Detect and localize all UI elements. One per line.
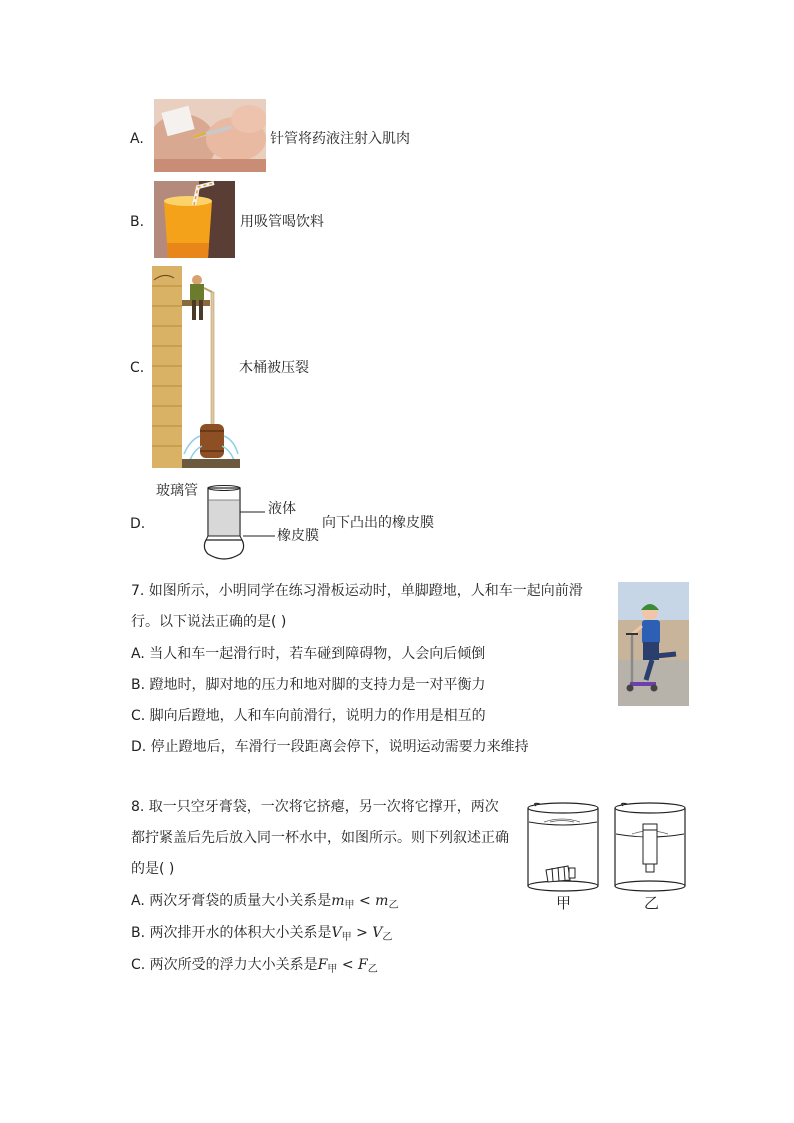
label-glass-tube: 玻璃管 — [156, 483, 198, 499]
q7-stem-line2: 行。以下说法正确的是( ) — [131, 614, 287, 630]
option-a-text: 针管将药液注射入肌肉 — [270, 131, 410, 147]
drinking-straw-photo — [154, 181, 235, 258]
q7-option-a: A. 当人和车一起滑行时，若车碰到障碍物，人会向后倾倒 — [131, 646, 486, 662]
option-c-text: 木桶被压裂 — [239, 360, 309, 376]
q8-option-a: A. 两次牙膏袋的质量大小关系是$m_甲 < m_乙$ — [131, 893, 399, 911]
q7-option-c: C. 脚向后蹬地，人和车向前滑行，说明力的作用是相互的 — [131, 708, 486, 724]
q8-stem-line2: 都拧紧盖后先后放入同一杯水中，如图所示。则下列叙述正确 — [131, 830, 509, 846]
injection-photo — [154, 99, 266, 172]
q8-option-b: B. 两次排开水的体积大小关系是$V_甲 > V_乙$ — [131, 925, 393, 943]
option-d-text: 向下凸出的橡皮膜 — [322, 515, 434, 531]
q7-option-d: D. 停止蹬地后，车滑行一段距离会停下，说明运动需要力来维持 — [131, 739, 529, 755]
scooter-boy-photo — [618, 582, 689, 706]
option-c-letter: C. — [130, 360, 145, 376]
label-rubber-membrane: 橡皮膜 — [277, 528, 319, 544]
q7-option-b: B. 蹬地时，脚对地的压力和地对脚的支持力是一对平衡力 — [131, 677, 486, 693]
option-a-letter: A. — [130, 131, 144, 147]
q7-stem-line1: 7. 如图所示，小明同学在练习滑板运动时，单脚蹬地，人和车一起向前滑 — [131, 583, 583, 599]
q8-option-c: C. 两次所受的浮力大小关系是$F_甲 < F_乙$ — [131, 957, 378, 975]
toothpaste-beakers-figure — [522, 800, 692, 912]
barrel-experiment-illustration — [152, 266, 240, 468]
q8-stem-line3: 的是( ) — [131, 861, 175, 877]
label-liquid: 液体 — [268, 501, 296, 517]
option-b-text: 用吸管喝饮料 — [240, 214, 324, 230]
option-b-letter: B. — [130, 214, 145, 230]
q8-stem-line1: 8. 取一只空牙膏袋，一次将它挤瘪，另一次将它撑开，两次 — [131, 799, 499, 815]
figure-label-yi: 乙 — [644, 894, 660, 912]
figure-label-jia: 甲 — [556, 894, 572, 912]
option-d-letter: D. — [130, 516, 146, 532]
